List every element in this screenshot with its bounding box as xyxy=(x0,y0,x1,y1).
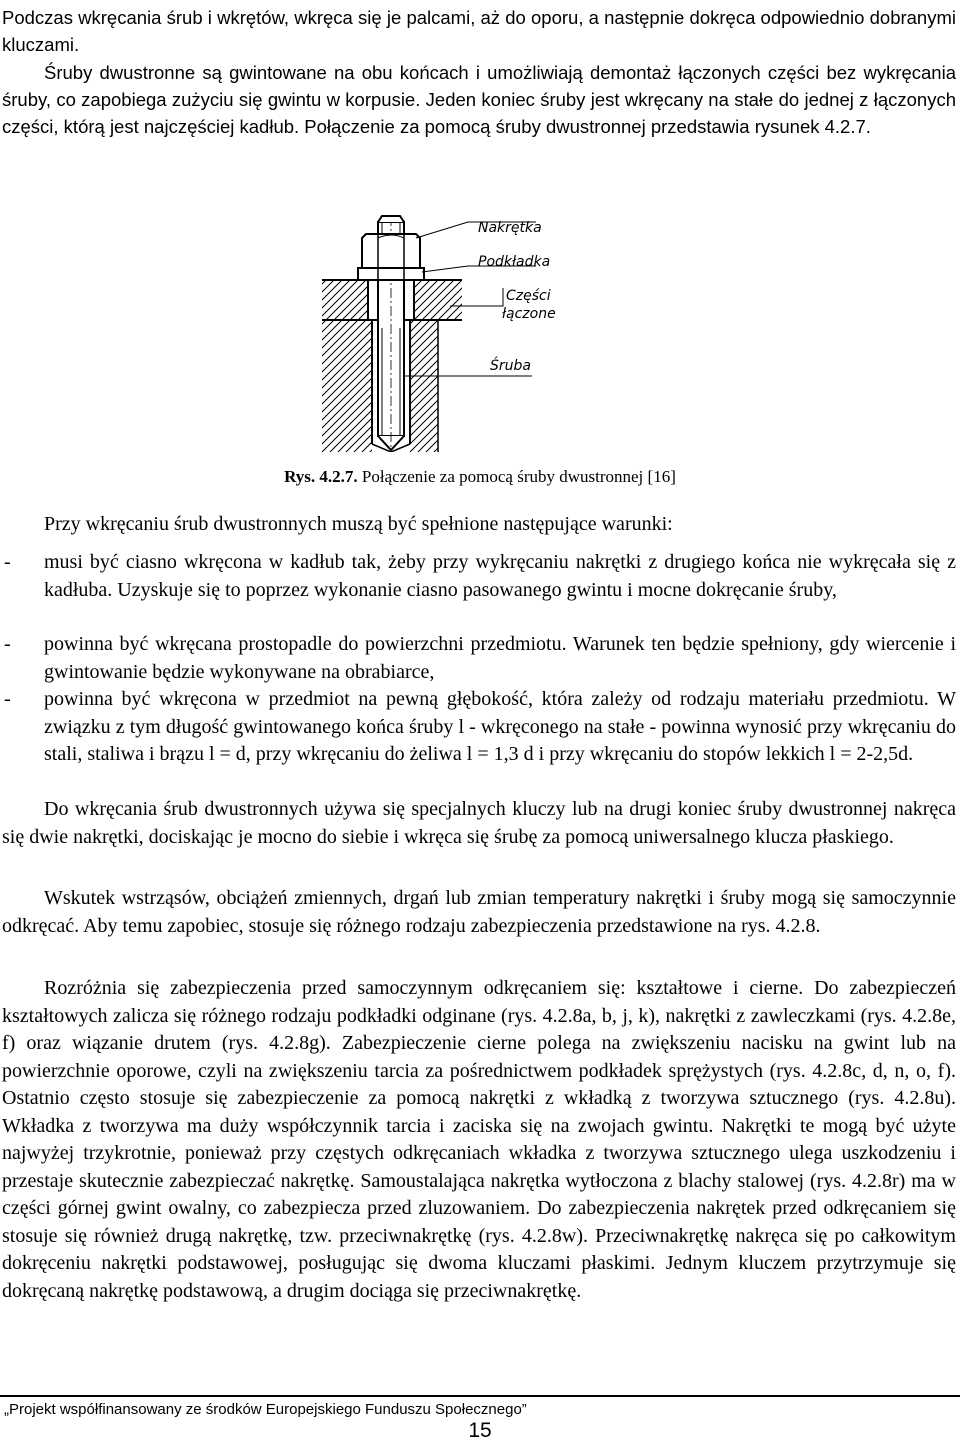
paragraph-conditions-intro: Przy wkręcaniu śrub dwustronnych muszą być spełnione następujące warunki: xyxy=(44,513,673,535)
paragraph-locking-types: Rozróżnia się zabezpieczenia przed samoczynnym odkręcaniem się: kształtowe i cierne. Do zabezpieczeń kształtowych zalicza się różnego rodzaju podkładki odginane (rys. 4.2.8a, b, j, k), nakrętki z zawleczkami (rys. 4.2.8e, f) oraz wiązanie drutem (rys. 4.2.8g). Zabezpieczenie cierne polega na zwiększeniu nacisku na gwint lub na powierzchnie oporowe, czyli na zwiększeniu tarcia za pośrednictwem podkładek sprężystych (rys. 4.2.8c, d, n, o, f). Ostatnio często stosuje się zabezpieczenie za pomocą nakrętki z wkładką z tworzywa sztucznego (rys. 4.2.8u). Wkładka z tworzywa ma duży współczynnik tarcia i zaciska się na zwojach gwintu. Nakrętki te mogą być użyte najwyżej trzykrotnie, ponieważ przy częstych odkręcaniach wkładka z tworzywa sztucznego ulega uszkodzeniu i przestaje skutecznie zabezpieczać nakrętkę. Samoustalająca nakrętka wytłoczona z blachy stalowej (rys. 4.2.8r) ma w części górnej gwint owalny, co zabezpiecza przed zluzowaniem. Do zabezpieczenia nakrętek przed odkręcaniem się stosuje się również drugą nakrętkę, tzw. przeciwnakrętkę (rys. 4.2.8w). Przeciwnakrętkę nakręca się po całkowitym dokręceniu nakrętki podstawowej, posługując się dwoma kluczami płaskimi. Jednym kluczem przytrzymuje się dokręcaną nakrętkę podstawową, a drugim dociąga się przeciwnakrętkę. xyxy=(2,977,956,1302)
list-item xyxy=(0,549,956,604)
label-washer: Podkładka xyxy=(478,254,551,270)
housing-left-hatch xyxy=(322,320,372,452)
list-dash: - xyxy=(4,551,11,573)
list-item-text: powinna być wkręcona w przedmiot na pewną głębokość, która zależy od rodzaju materiału przedmiotu. W związku z tym długość gwintowanego końca śruby l - wkręconego na stałe - powinna wynosić przy wkręcaniu do stali, staliwa i brązu l = d, przy wkręcaniu do żeliwa l = 1,3 d i przy wkręcaniu do stopów lekkich l = 2-2,5d. xyxy=(44,688,956,765)
footer-project: „Projekt współfinansowany ze środków Europejskiego Funduszu Społecznego” xyxy=(4,1401,527,1418)
list-item xyxy=(0,686,956,769)
list-item-text: powinna być wkręcana prostopadle do powierzchni przedmiotu. Warunek ten będzie spełniony, gdy wiercenie i gwintowanie będzie wykonywane na obrabiarce, xyxy=(44,633,956,683)
paragraph-double-end-bolts: Śruby dwustronne są gwintowane na obu końcach i umożliwiają demontaż łączonych części bez wykręcania śruby, co zapobiega zużyciu się gwintu w korpusie. Jeden koniec śruby jest wkręcany na stałe do jednej z łączonych części, którą jest najczęściej kadłub. Połączenie za pomocą śruby dwustronnej przedstawia rysunek 4.2.7. xyxy=(2,62,956,137)
washer xyxy=(358,268,424,280)
paragraph-intro: Podczas wkręcania śrub i wkrętów, wkręca się je palcami, aż do oporu, a następnie dokręca odpowiednio dobranymi kluczami. xyxy=(2,7,956,55)
caption-number: Rys. 4.2.7. xyxy=(284,467,358,486)
paragraph-special-keys: Do wkręcania śrub dwustronnych używa się specjalnych kluczy lub na drugi koniec śruby dwustronnej nakręca się dwie nakrętki, dociskając je mocno do siebie i wkręca się śrubę za pomocą uniwersalnego klucza płaskiego. xyxy=(2,798,956,848)
label-bolt: Śruba xyxy=(490,358,531,374)
housing-right-hatch xyxy=(410,320,438,452)
list-item xyxy=(0,631,956,686)
list-item-text: musi być ciasno wkręcona w kadłub tak, żeby przy wykręcaniu nakrętki z drugiego końca nie wykręcała się z kadłuba. Uzyskuje się to poprzez wykonanie ciasno pasowanego gwintu i mocne dokręcanie śruby, xyxy=(44,551,956,601)
caption-text: Połączenie za pomocą śruby dwustronnej [16] xyxy=(357,467,676,486)
footer-rule xyxy=(0,1395,960,1397)
paragraph-self-loosening: Wskutek wstrząsów, obciążeń zmiennych, drgań lub zmian temperatury nakrętki i śruby mogą się samoczynnie odkręcać. Aby temu zapobiec, stosuje się różnego rodzaju zabezpieczenia przedstawione na rys. 4.2.8. xyxy=(2,887,956,937)
label-nut: Nakrętka xyxy=(478,220,542,236)
upper-plate-left-hatch xyxy=(322,280,368,320)
label-joined-parts-2: łączone xyxy=(502,306,556,322)
label-joined-parts-1: Części xyxy=(506,288,551,304)
page-number: 15 xyxy=(468,1419,492,1442)
upper-plate-right-hatch xyxy=(414,280,462,320)
list-dash: - xyxy=(4,633,11,655)
figure-caption xyxy=(0,466,960,488)
list-dash: - xyxy=(4,688,11,710)
nut xyxy=(362,234,420,268)
double-end-bolt-figure xyxy=(318,208,568,452)
